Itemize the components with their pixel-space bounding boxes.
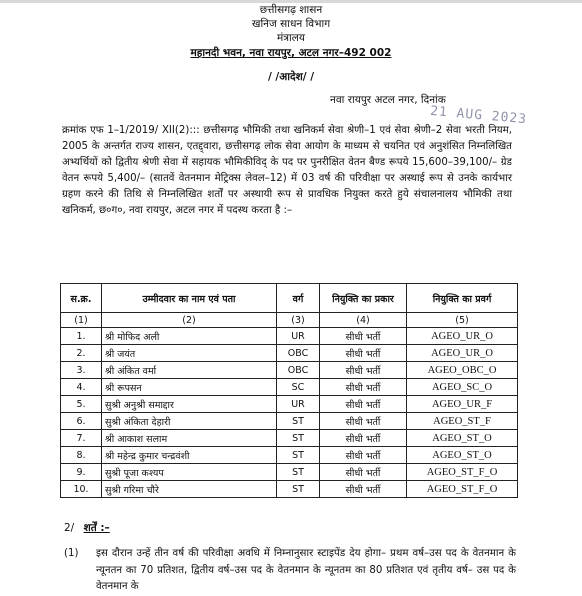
column-number: (1) [61,313,102,328]
appointment-type-cell: सीधी भर्ती [320,464,407,481]
serial-cell: 5. [61,396,102,413]
column-number: (3) [277,313,320,328]
appointment-type-cell: सीधी भर्ती [320,396,407,413]
office-address: महानदी भवन, नवा रायपुर, अटल नगर–492 002 [190,47,392,59]
appointment-type-cell: सीधी भर्ती [320,447,407,464]
govt-name: छत्तीसगढ़ शासन [259,4,323,16]
appointment-type-cell: सीधी भर्ती [320,345,407,362]
ministry-label: मंत्रालय [276,32,305,44]
category-cell: ST [277,413,320,430]
column-number-row [61,313,518,328]
table-row [61,345,518,362]
appointment-class-cell: AGEO_UR_O [407,345,518,362]
candidate-name-cell: श्री आकाश सलाम [102,430,277,447]
candidate-name-cell: श्री महेन्द्र कुमार चन्द्रवंशी [102,447,277,464]
condition-1-number: (1) [64,548,79,559]
order-body-paragraph: क्रमांक एफ 1–1/2019/ XII(2)::: छत्तीसगढ़ भौमिकी तथा खनिकर्म सेवा श्रेणी–1 एवं सेवा श्रेणी–2 सेवा भरती नियम, 2005 के अन्तर्गत राज्य शासन, एतद्द्वारा, छत्तीसगढ़ लोक सेवा आयोग के माध्यम से चयनित एवं अनुशंसित निम्नलिखित अभ्यर्थियों को द्वितीय श्रेणी सेवा में सहायक भौमिकीविद् के पद पर पुनरीक्षित वेतन बैण्ड रूपये 15,600–39,100/– ग्रेड वेतन रूपये 5,400/– (सातवें वेतनमान मेट्रिक्स लेवल–12) में 03 वर्ष की परिवीक्षा पर अस्थाई रूप से उनके कार्यभार ग्रहण करने की तिथि से निम्नलिखित शर्तों पर अस्थायी रूप से प्रावधिक नियुक्त करते हुये संचालनालय भौमिकी तथा खनिकर्म, छ०ग०, नवा रायपुर, अटल नगर में पदस्थ करता है :– [62,125,512,217]
header-appointment-class: नियुक्ति का प्रवर्ग [407,284,518,313]
category-cell: OBC [277,345,320,362]
header-appointment-type: नियुक्ति का प्रकार [320,284,407,313]
column-number: (2) [102,313,277,328]
candidate-name-cell: सुश्री अनुश्री समाद्दार [102,396,277,413]
table-row [61,328,518,345]
appointment-class-cell: AGEO_ST_F_O [407,464,518,481]
table-row [61,379,518,396]
header-serial: स.क्र. [61,284,102,313]
table-row [61,464,518,481]
candidate-name-cell: श्री रूपसन [102,379,277,396]
table-header-row [61,284,518,313]
conditions-label: शर्तें :– [83,522,110,534]
appointment-type-cell: सीधी भर्ती [320,413,407,430]
header-name-address: उम्मीदवार का नाम एवं पता [102,284,277,313]
appointment-class-cell: AGEO_OBC_O [407,362,518,379]
serial-cell: 9. [61,464,102,481]
header-category: वर्ग [277,284,320,313]
department-name: खनिज साधन विभाग [251,18,331,30]
serial-cell: 7. [61,430,102,447]
appointment-class-cell: AGEO_ST_F_O [407,481,518,498]
candidate-name-cell: सुश्री गरिमा चौरे [102,481,277,498]
category-cell: UR [277,396,320,413]
candidate-name-cell: श्री अंकित वर्मा [102,362,277,379]
column-number: (4) [320,313,407,328]
place-date-line: नवा रायपुर अटल नगर, दिनांक [330,94,446,106]
candidate-name-cell: श्री मोफिद अली [102,328,277,345]
column-number: (5) [407,313,518,328]
category-cell: OBC [277,362,320,379]
appointment-class-cell: AGEO_UR_F [407,396,518,413]
table-row [61,481,518,498]
table-row [61,396,518,413]
category-cell: ST [277,481,320,498]
serial-cell: 2. [61,345,102,362]
table-row [61,362,518,379]
conditions-number: 2/ [64,522,75,534]
conditions-heading [64,521,110,535]
condition-1-text: इस दौरान उन्हें तीन वर्ष की परिवीक्षा अवधि में निम्नानुसार स्टाइपेंड देय होगा– प्रथम वर्ष–उस पद के वेतनमान के न्यूनतन का 70 प्रतिशत, द्वितीय वर्ष–उस पद के वेतनमान के न्यूनतम का 80 प्रतिशत एवं तृतीय वर्ष– उस पद के वेतनमान के [96,548,516,592]
table-row [61,413,518,430]
serial-cell: 10. [61,481,102,498]
date-stamp: 21 AUG 2023 [429,103,528,128]
category-cell: ST [277,464,320,481]
candidate-name-cell: सुश्री पूजा कश्यप [102,464,277,481]
candidates-table [60,283,518,498]
candidate-name-cell: सुश्री अंकिता देहारी [102,413,277,430]
appointment-class-cell: AGEO_ST_O [407,430,518,447]
appointment-type-cell: सीधी भर्ती [320,328,407,345]
category-cell: SC [277,379,320,396]
appointment-class-cell: AGEO_SC_O [407,379,518,396]
table-row [61,430,518,447]
order-title: / /आदेश/ / [267,71,315,83]
candidate-name-cell: श्री जयंत [102,345,277,362]
category-cell: ST [277,430,320,447]
appointment-class-cell: AGEO_ST_O [407,447,518,464]
appointment-type-cell: सीधी भर्ती [320,481,407,498]
appointment-class-cell: AGEO_ST_F [407,413,518,430]
serial-cell: 3. [61,362,102,379]
appointment-class-cell: AGEO_UR_O [407,328,518,345]
serial-cell: 8. [61,447,102,464]
appointment-type-cell: सीधी भर्ती [320,379,407,396]
category-cell: ST [277,447,320,464]
serial-cell: 6. [61,413,102,430]
serial-cell: 4. [61,379,102,396]
serial-cell: 1. [61,328,102,345]
category-cell: UR [277,328,320,345]
table-row [61,447,518,464]
appointment-type-cell: सीधी भर्ती [320,362,407,379]
appointment-type-cell: सीधी भर्ती [320,430,407,447]
